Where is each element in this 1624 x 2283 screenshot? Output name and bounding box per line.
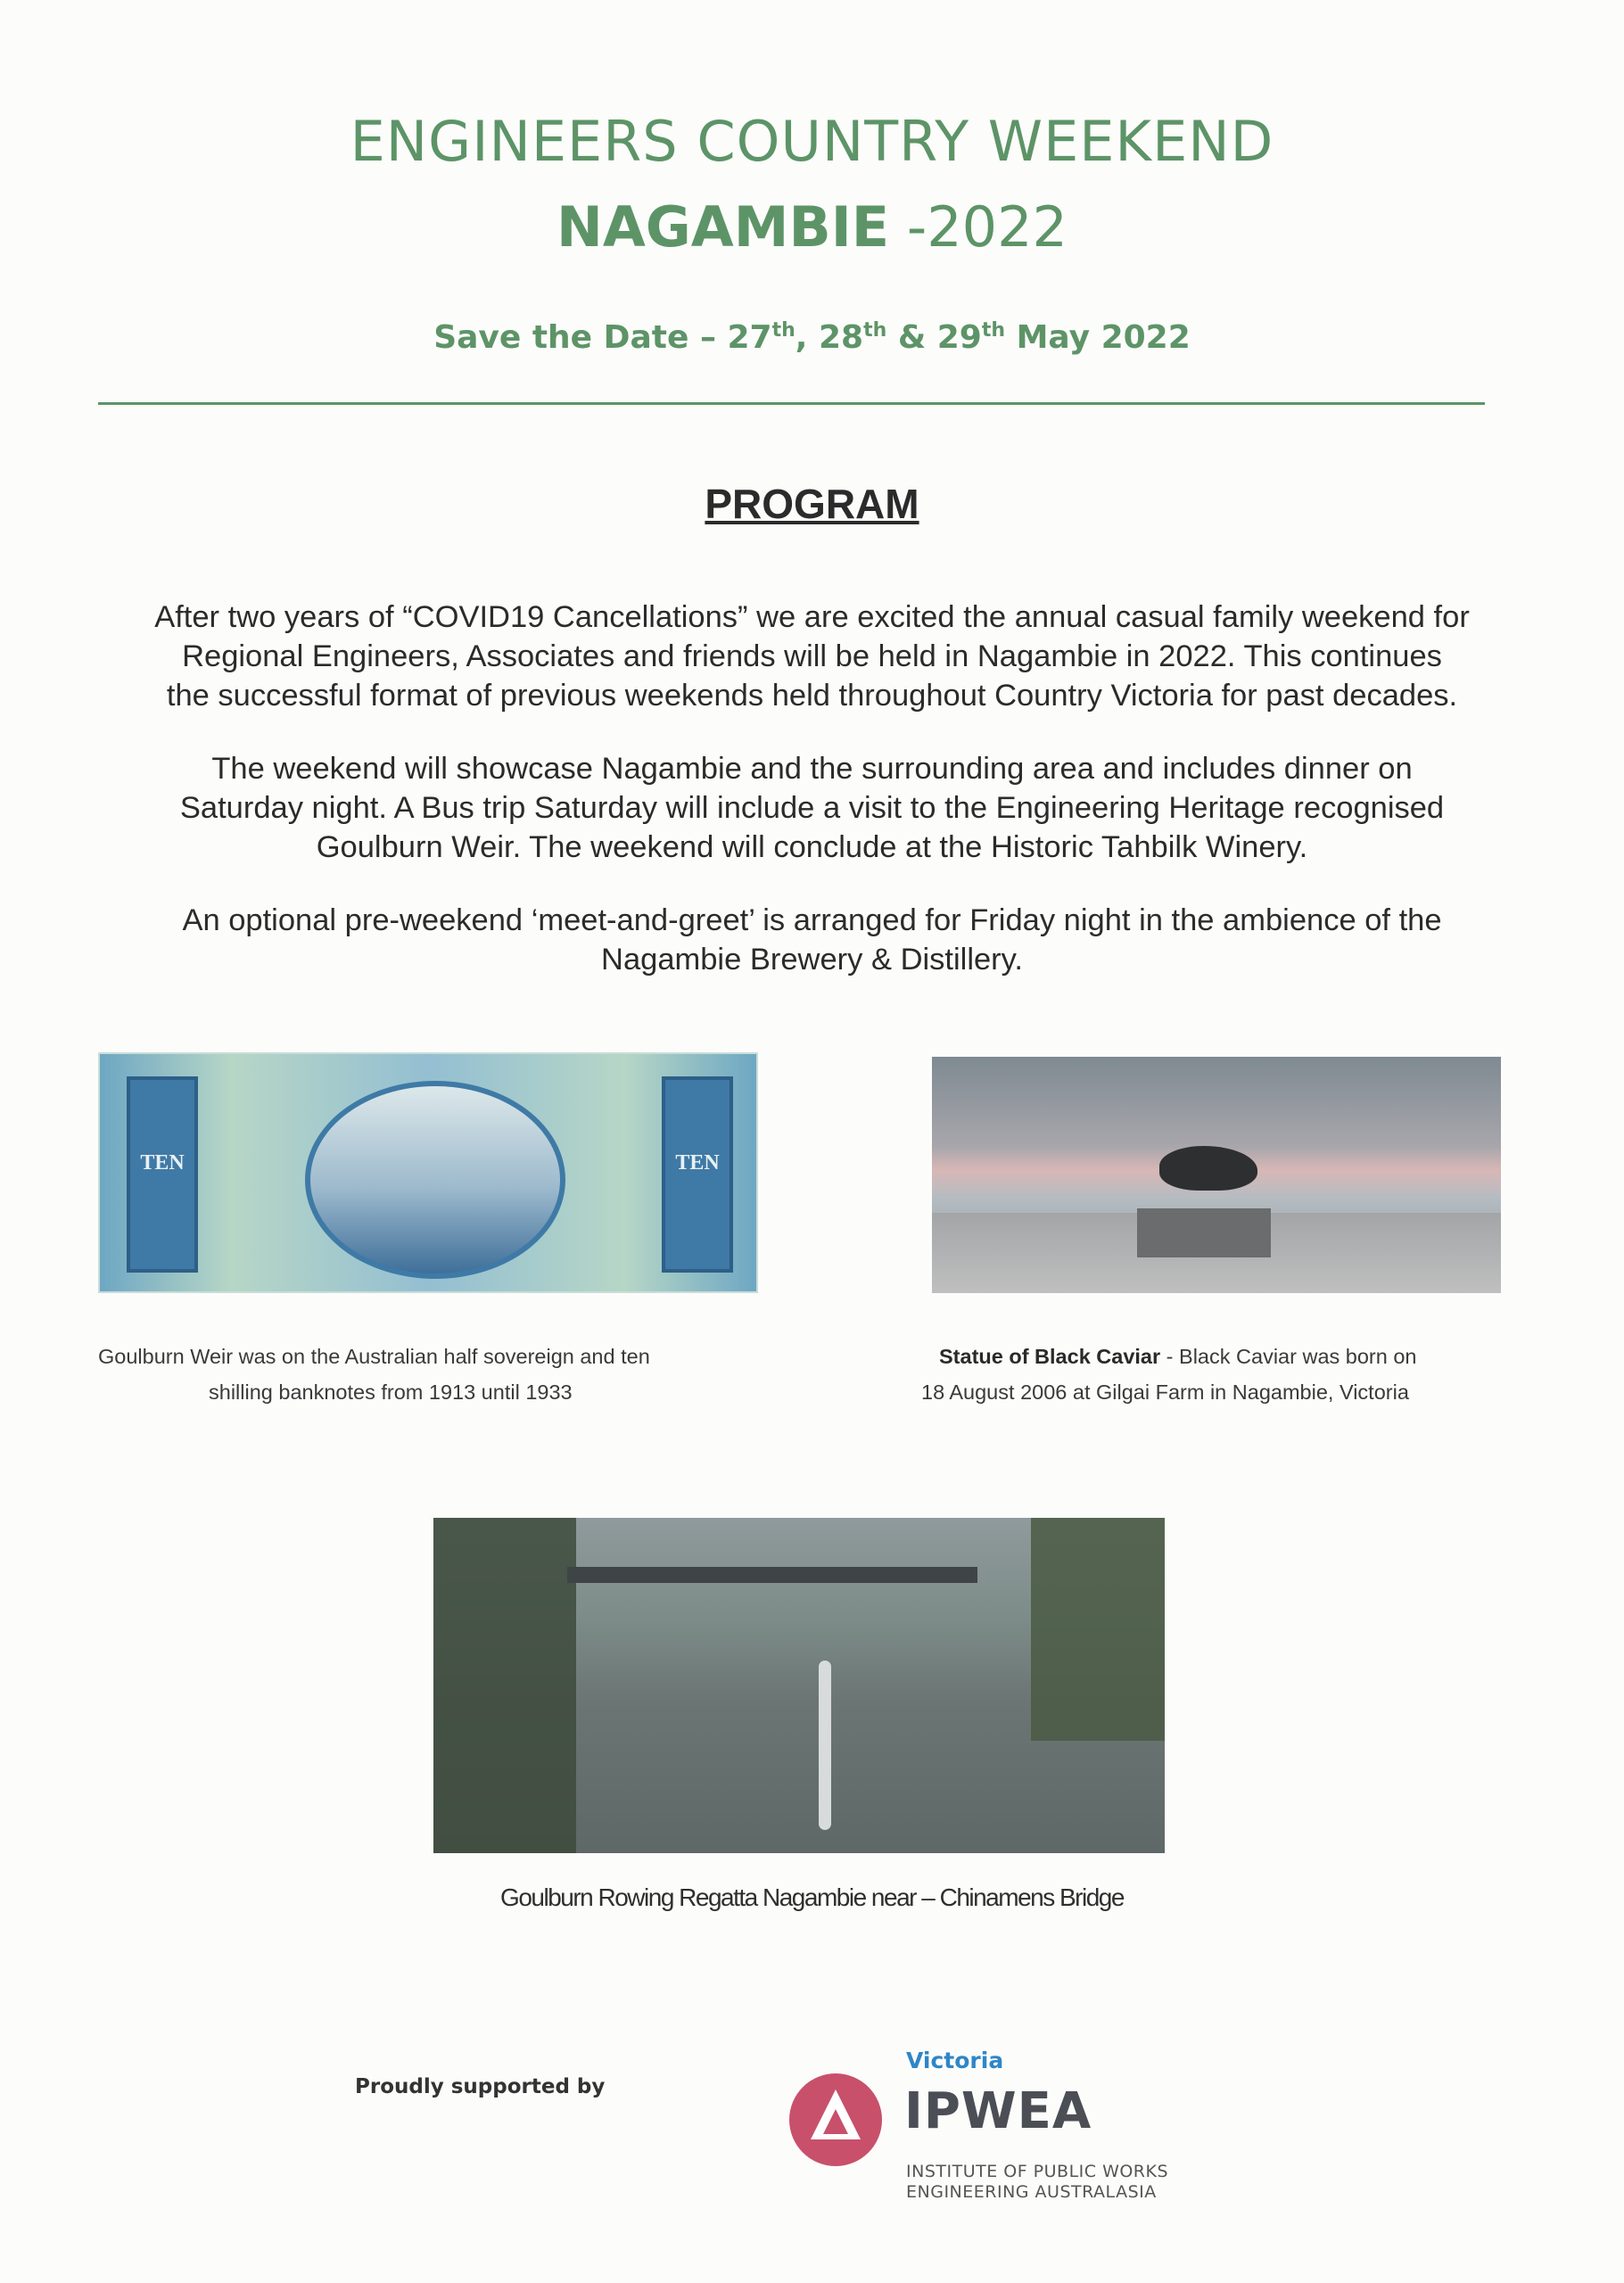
banknote-image [98, 1052, 758, 1293]
date-text: , 28 [795, 319, 864, 356]
paragraph-line: Saturday night. A Bus trip Saturday will include a visit to the Engineering Heritage recognised [179, 791, 1445, 825]
rowing-regatta-image [433, 1518, 1165, 1853]
paragraph-line: Nagambie Brewery & Distillery. [601, 943, 1023, 977]
showcase-paragraph [89, 749, 1535, 867]
paragraph-line: Regional Engineers, Associates and friends will be held in Nagambie in 2022. This continues [182, 639, 1442, 673]
banknote-right-panel [662, 1076, 733, 1273]
date-sup: th [863, 319, 887, 342]
banknote-caption-line-2: shilling banknotes from 1913 until 1933 [209, 1381, 573, 1404]
date-text: & 29 [886, 319, 982, 356]
logo-region: Victoria [906, 2048, 1004, 2073]
statue-caption-title: Statue of Black Caviar [939, 1345, 1161, 1368]
banknote-left-panel [127, 1076, 198, 1273]
logo-tagline-2: ENGINEERING AUSTRALASIA [906, 2182, 1157, 2202]
page-subtitle [0, 194, 1624, 260]
paragraph-line: The weekend will showcase Nagambie and the surrounding area and includes dinner on [211, 752, 1413, 786]
banknote-panel-text: TEN [675, 1151, 720, 1174]
banknote-panel-text: TEN [140, 1151, 185, 1174]
paragraph-line: Goulburn Weir. The weekend will conclude at the Historic Tahbilk Winery. [316, 830, 1308, 864]
statue-caption-line-1 [939, 1345, 1417, 1369]
banknote-weir-vignette [305, 1081, 565, 1279]
meet-and-greet-paragraph [89, 901, 1535, 979]
intro-paragraph [89, 598, 1535, 715]
banknote-caption-line-1: Goulburn Weir was on the Australian half sovereign and ten [98, 1345, 650, 1368]
chinamens-bridge [567, 1567, 977, 1583]
paragraph-line: After two years of “COVID19 Cancellations” we are excited the annual casual family weekend for [154, 600, 1470, 634]
page-title: ENGINEERS COUNTRY WEEKEND [350, 109, 1274, 174]
riverbank-trees-left [433, 1518, 576, 1853]
statue-caption-text: - Black Caviar was born on [1160, 1345, 1417, 1368]
logo-name: IPWEA [904, 2082, 1092, 2140]
date-text: May 2022 [1005, 319, 1191, 356]
horse-statue [1159, 1146, 1257, 1191]
date-text: Save the Date – 27 [433, 319, 772, 356]
date-sup: th [981, 319, 1006, 342]
date-sup: th [771, 319, 796, 342]
subtitle-town: NAGAMBIE [556, 194, 890, 260]
ipwea-triangle-icon [787, 2072, 884, 2168]
header-divider [98, 402, 1485, 405]
rowing-boat [819, 1661, 831, 1830]
program-heading: PROGRAM [705, 481, 919, 527]
statue-caption-line-2: 18 August 2006 at Gilgai Farm in Nagambie, Victoria [921, 1381, 1409, 1404]
statue-plinth [1137, 1208, 1271, 1257]
paragraph-line: An optional pre-weekend ‘meet-and-greet’ is arranged for Friday night in the ambience of the [182, 903, 1442, 937]
subtitle-year: -2022 [889, 194, 1068, 260]
riverbank-trees-right [1031, 1518, 1165, 1741]
save-the-date [0, 319, 1624, 356]
black-caviar-statue-image [932, 1057, 1501, 1293]
logo-tagline-1: INSTITUTE OF PUBLIC WORKS [906, 2162, 1169, 2181]
supported-by-label: Proudly supported by [355, 2075, 606, 2098]
paragraph-line: the successful format of previous weekends held throughout Country Victoria for past decades. [166, 679, 1458, 713]
rowing-caption: Goulburn Rowing Regatta Nagambie near – Chinamens Bridge [500, 1883, 1124, 1911]
